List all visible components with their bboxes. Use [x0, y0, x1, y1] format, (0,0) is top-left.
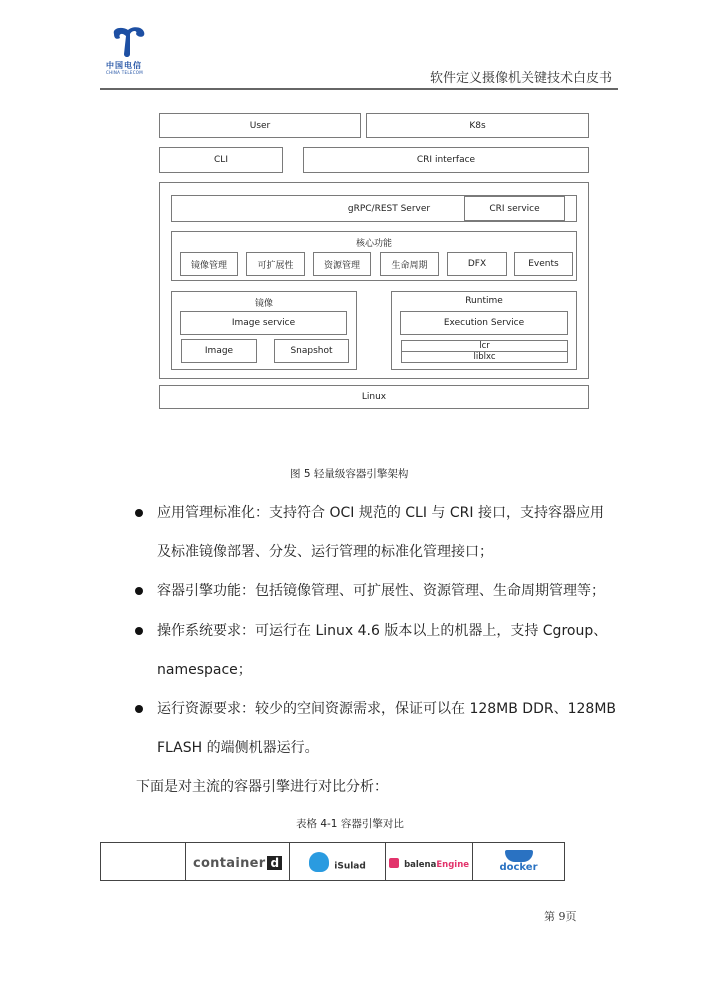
core-functions-title: 核心功能 — [355, 239, 392, 249]
bullet-3-line-2: namespace； — [157, 662, 252, 678]
logo-sub: CHINA TELECOM — [106, 70, 143, 75]
table-corner-cell — [101, 843, 186, 881]
isulad-mascot-icon — [309, 852, 329, 872]
logo-cell-docker — [473, 843, 565, 881]
balena-logo-text: balena — [404, 860, 437, 870]
bullet-dot — [135, 509, 143, 517]
table-caption: 表格 4-1 容器引擎对比 — [296, 818, 404, 830]
core-item-events — [514, 252, 573, 276]
cri-service-box — [464, 196, 565, 221]
cri-interface-box — [303, 147, 589, 173]
core-item-lifecycle — [380, 252, 439, 276]
docker-whale-icon — [505, 850, 533, 862]
bullet-4-line-2: FLASH 的端侧机器运行。 — [157, 740, 319, 756]
containerd-logo-text: container — [192, 856, 266, 871]
bullet-1-line-1: 应用管理标准化：支持符合 OCI 规范的 CLI 与 CRI 接口，支持容器应用 — [157, 505, 604, 521]
core-item-label: Events — [528, 259, 559, 269]
cli-label: CLI — [214, 155, 228, 165]
core-item-dfx — [447, 252, 507, 276]
snapshot-label: Snapshot — [290, 346, 333, 356]
grpc-server-label: gRPC/REST Server — [347, 203, 431, 214]
user-label: User — [249, 120, 271, 131]
bullet-dot — [135, 627, 143, 635]
image-group-title: 镜像 — [254, 299, 273, 309]
comparison-table — [100, 842, 565, 881]
cli-box — [159, 147, 283, 173]
logo-cell-isulad — [290, 843, 386, 881]
page-number: 第 9页 — [544, 910, 577, 923]
k8s-box — [366, 113, 589, 138]
lcr-label: lcr — [479, 341, 490, 351]
image-service-box — [180, 311, 347, 335]
image-service-label: Image service — [231, 318, 296, 328]
image-label: Image — [204, 346, 234, 356]
snapshot-box — [274, 339, 349, 363]
liblxc-label: liblxc — [473, 352, 496, 362]
liblxc-box — [401, 351, 568, 363]
k8s-label: K8s — [469, 120, 486, 131]
docker-logo-text: docker — [499, 862, 538, 873]
isulad-logo-text: iSulad — [334, 861, 366, 872]
execution-service-box — [400, 311, 568, 335]
core-item-label: 镜像管理 — [190, 260, 227, 271]
core-item-image-management — [180, 252, 238, 276]
linux-label: Linux — [361, 392, 387, 402]
balena-engine-text: Engine — [436, 860, 470, 870]
core-item-label: 可扩展性 — [257, 260, 294, 271]
logo-name: 中国电信 — [106, 61, 142, 70]
user-box — [159, 113, 361, 138]
execution-service-label: Execution Service — [443, 318, 525, 328]
bullet-dot — [135, 587, 143, 595]
bullet-2-line-1: 容器引擎功能：包括镜像管理、可扩展性、资源管理、生命周期管理等； — [157, 583, 605, 599]
containerd-logo-box: d — [267, 856, 282, 870]
core-item-label: DFX — [467, 259, 487, 269]
core-item-extensibility — [246, 252, 305, 276]
cri-interface-label: CRI interface — [416, 155, 476, 165]
bullet-4-line-1: 运行资源要求：较少的空间资源需求，保证可以在 128MB DDR、128MB — [157, 701, 616, 717]
core-item-label: 生命周期 — [391, 260, 428, 271]
telecom-emblem-icon — [108, 24, 152, 60]
balena-cube-icon — [389, 858, 399, 868]
document-title: 软件定义摄像机关键技术白皮书 — [429, 71, 612, 86]
bullet-dot — [135, 705, 143, 713]
linux-box — [159, 385, 589, 409]
runtime-title: Runtime — [465, 296, 503, 306]
bullet-3-line-1: 操作系统要求：可运行在 Linux 4.6 版本以上的机器上，支持 Cgroup、 — [157, 623, 608, 639]
figure-caption: 图 5 轻量级容器引擎架构 — [290, 468, 409, 480]
image-box — [181, 339, 257, 363]
table-header-row — [101, 843, 565, 881]
logo-cell-balenaengine — [386, 843, 473, 881]
bullet-1-line-2: 及标准镜像部署、分发、运行管理的标准化管理接口； — [157, 544, 493, 560]
core-item-resource-management — [313, 252, 371, 276]
logo-cell-containerd — [186, 843, 290, 881]
intro-paragraph: 下面是对主流的容器引擎进行对比分析： — [136, 779, 388, 795]
cri-service-label: CRI service — [489, 203, 540, 214]
core-item-label: 资源管理 — [323, 260, 360, 271]
header-divider — [100, 88, 618, 90]
